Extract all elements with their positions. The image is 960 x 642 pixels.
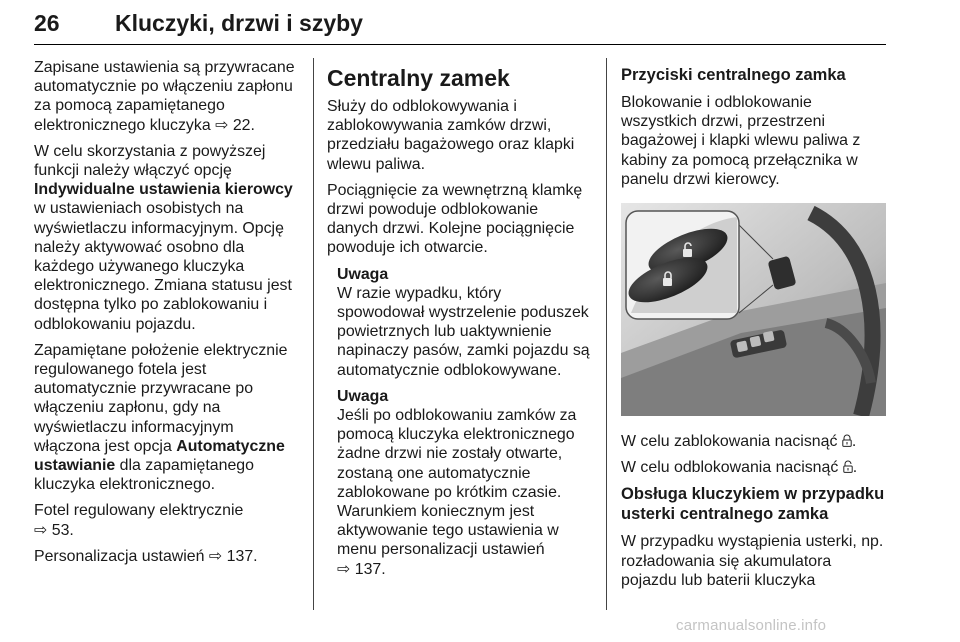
chapter-title: Kluczyki, drzwi i szyby: [115, 10, 363, 36]
page-ref-arrow-icon: ⇨: [215, 116, 229, 134]
header-rule: [34, 44, 886, 45]
column-divider: [606, 58, 607, 610]
door-lock-switch-photo: [621, 203, 886, 416]
page-ref[interactable]: 137.: [354, 560, 386, 578]
column-2: [327, 65, 591, 586]
page-ref-arrow-icon: ⇨: [208, 547, 223, 565]
section-heading: Centralny zamek: [327, 65, 510, 91]
paragraph: W celu odblokowania nacisnąć .: [621, 459, 858, 477]
page-ref[interactable]: 22.: [232, 116, 255, 134]
subheading: Przyciski centralnego zamka: [621, 66, 846, 84]
column-1: [34, 58, 304, 573]
watermark: carmanualsonline.info: [676, 617, 827, 634]
paragraph: W celu zablokowania nacisnąć .: [621, 433, 857, 451]
menu-option-name: Indywidualne ustawienia kierowcy: [34, 181, 293, 199]
column-3: [621, 65, 886, 597]
page-ref[interactable]: 53.: [51, 521, 74, 539]
paragraph: W przypadku wystąpienia usterki, np. rozładowania się akumulatora pojazdu lub baterii kluczyka: [621, 533, 884, 589]
note-title: Uwaga: [337, 387, 389, 405]
column-divider: [313, 58, 314, 610]
paragraph: Pociągnięcie za wewnętrzną klamkę drzwi powoduje odblokowanie danych drzwi. Kolejne pociągnięcie powoduje ich otwarcie.: [327, 181, 583, 257]
note-title: Uwaga: [337, 265, 389, 283]
page-ref-arrow-icon: ⇨: [337, 560, 351, 578]
note-text: Jeśli po odblokowaniu zamków za pomocą kluczyka elektronicznego żadne drzwi nie zostały otwarte, zostaną one automatycznie zablokowane po krótkim czasie. Warunkiem koniecznym jest aktywowanie tego ustawienia w menu personalizacji ustawień: [337, 407, 577, 559]
page-number: 26: [34, 10, 60, 36]
page-ref-arrow-icon: ⇨: [34, 521, 48, 539]
page-ref[interactable]: 137.: [226, 547, 258, 565]
paragraph: Zapisane ustawienia są przywracane automatycznie po włączeniu zapłonu za pomocą zapamiętanego elektronicznego kluczyka ⇨ 22.: [34, 59, 295, 134]
lock-icon: [842, 434, 852, 447]
paragraph: Personalizacja ustawień ⇨ 137.: [34, 547, 258, 565]
paragraph: W celu skorzystania z powyższej funkcji należy włączyć opcję Indywidualne ustawienia kierowcy w ustawieniach osobistych na wyświetlaczu informacyjnym. Opcję należy aktywować osobno dla każdego używanego kluczyka elektronicznego. Zmiana statusu jest dostępna tylko po zablokowaniu i odblokowaniu pojazdu.: [34, 142, 293, 333]
paragraph: Zapamiętane położenie elektrycznie regulowanego fotela jest automatycznie przywracane po włączeniu zapłonu, gdy na wyświetlaczu informacyjnym włączona jest opcja Automatyczne ustawianie dla zapamiętanego kluczyka elektronicznego.: [34, 341, 288, 494]
menu-option-name: Automatyczne ustawianie: [34, 437, 285, 475]
paragraph: Blokowanie i odblokowanie wszystkich drzwi, przestrzeni bagażowej i klapki wlewu paliwa z kabiny za pomocą przełącznika w panelu drzwi kierowcy.: [621, 94, 861, 188]
note-text: W razie wypadku, który spowodował wystrzelenie poduszek powietrznych lub uaktywnienie napinaczy pasów, zamki pojazdu są automatycznie odblokowywane.: [337, 284, 590, 379]
note: [327, 265, 591, 380]
page-header: [34, 0, 886, 46]
unlock-icon: [843, 460, 853, 473]
paragraph: Fotel regulowany elektrycznie ⇨ 53.: [34, 502, 244, 539]
subheading: Obsługa kluczykiem w przypadku usterki centralnego zamka: [621, 485, 885, 524]
note: [327, 387, 591, 579]
paragraph: Służy do odblokowywania i zablokowywania zamków drzwi, przedziału bagażowego oraz klapki wlewu paliwa.: [327, 98, 575, 173]
